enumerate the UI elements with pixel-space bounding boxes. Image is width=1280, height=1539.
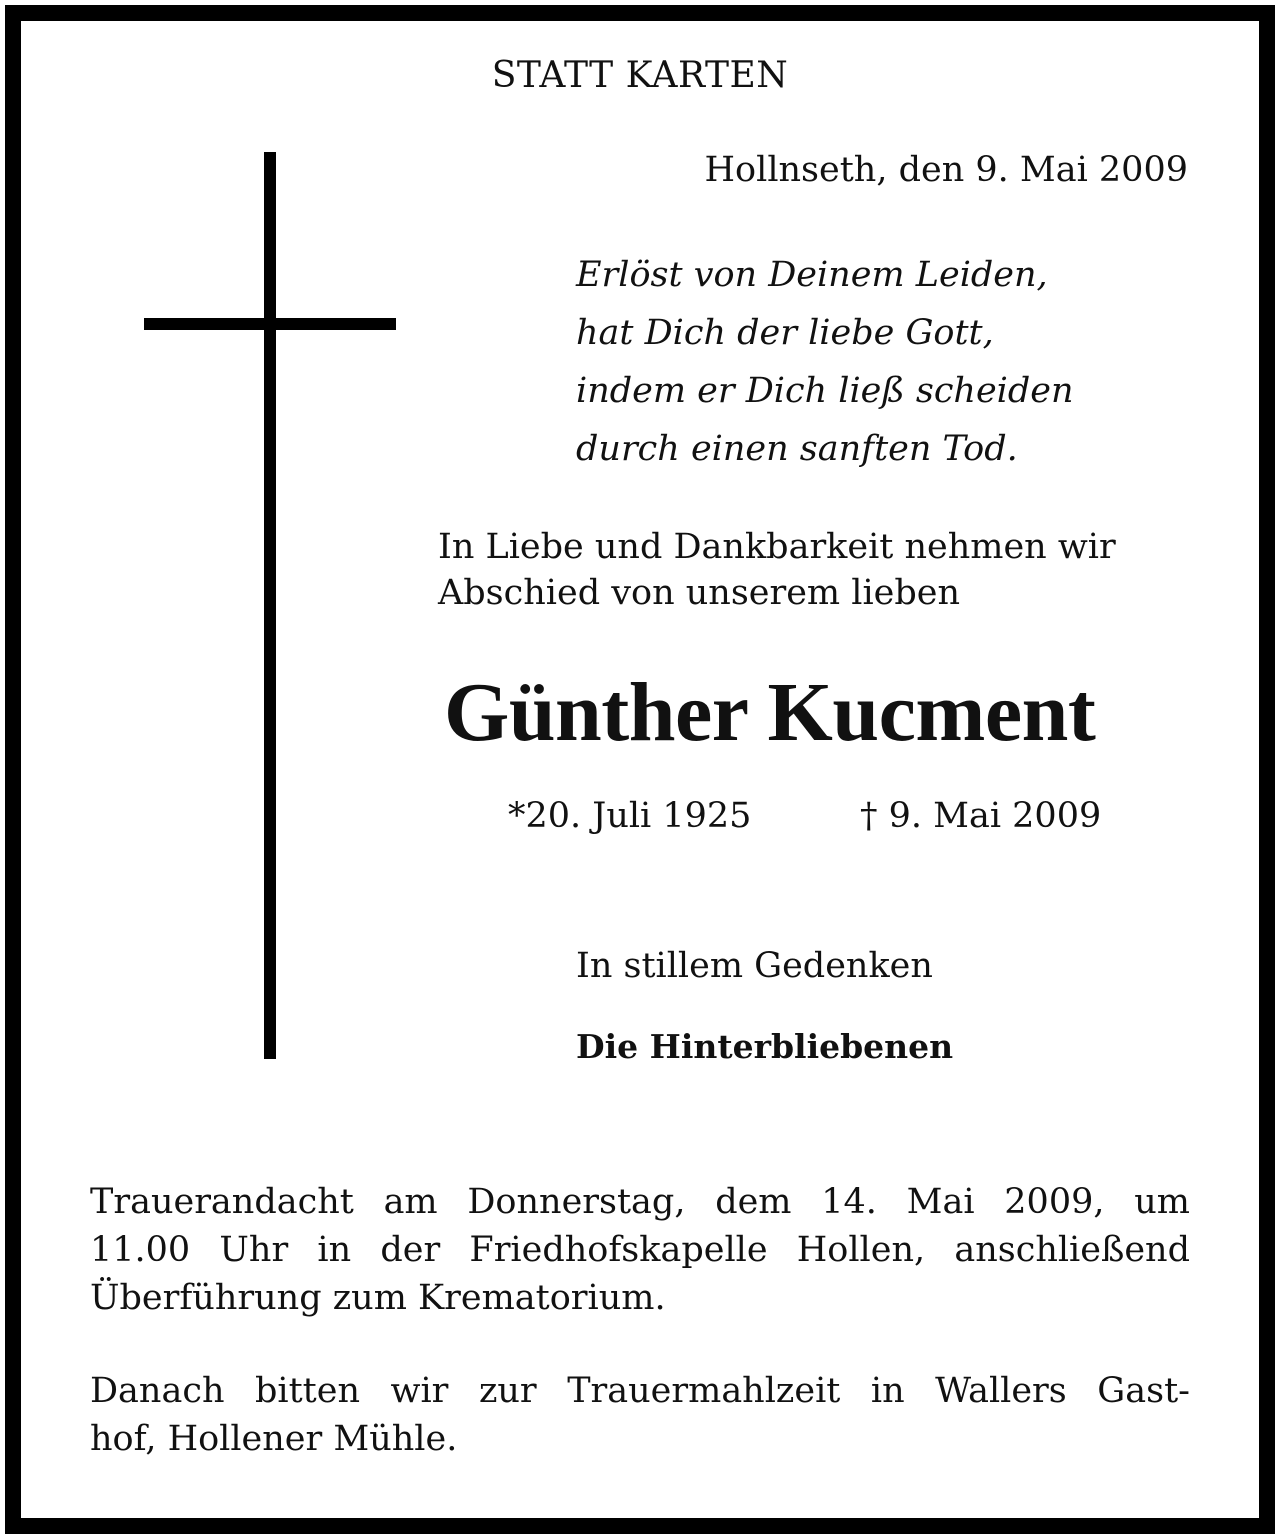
word: Mai	[906, 1182, 975, 1222]
in-memory-line: In stillem Gedenken	[576, 946, 933, 986]
service-line-1	[90, 1178, 1190, 1226]
word: Hollen,	[796, 1230, 926, 1270]
reception-line-2: hof, Hollener Mühle.	[90, 1419, 458, 1459]
death-date: † 9. Mai 2009	[860, 796, 1102, 836]
word: Donnerstag,	[467, 1182, 686, 1222]
word: 11.00	[90, 1230, 191, 1270]
place-date: Hollnseth, den 9. Mai 2009	[704, 150, 1188, 190]
deceased-name: Günther Kucment	[444, 666, 1096, 759]
word: der	[380, 1230, 441, 1270]
word: zur	[478, 1371, 537, 1411]
word: um	[1134, 1182, 1190, 1222]
header-statt-karten: STATT KARTEN	[491, 55, 789, 96]
verse-line: Erlöst von Deinem Leiden,	[576, 255, 1048, 295]
memorial-verse	[576, 246, 1074, 478]
word: am	[383, 1182, 438, 1222]
word: bitten	[255, 1371, 360, 1411]
word: wir	[390, 1371, 449, 1411]
word: dem	[715, 1182, 792, 1222]
reception-info	[90, 1367, 1190, 1463]
service-line-2	[90, 1226, 1190, 1274]
birth-date: *20. Juli 1925	[508, 796, 752, 836]
word: Wallers	[935, 1371, 1067, 1411]
word: Danach	[90, 1371, 225, 1411]
intro-line: Abschied von unserem lieben	[438, 573, 961, 613]
word: Uhr	[219, 1230, 289, 1270]
intro-line: In Liebe und Dankbarkeit nehmen wir	[438, 527, 1116, 567]
farewell-intro	[438, 524, 1116, 616]
reception-line-1	[90, 1367, 1190, 1415]
word: Trauerandacht	[90, 1182, 354, 1222]
word: anschließend	[954, 1230, 1190, 1270]
funeral-service-info	[90, 1178, 1190, 1322]
word: Trauermahlzeit	[567, 1371, 841, 1411]
verse-line: indem er Dich ließ scheiden	[576, 371, 1074, 411]
cross-icon-vertical-bar	[264, 152, 276, 1059]
word: in	[317, 1230, 352, 1270]
word: in	[870, 1371, 905, 1411]
word: 14.	[821, 1182, 877, 1222]
signature-bereaved: Die Hinterbliebenen	[576, 1027, 954, 1066]
service-line-3: Überführung zum Krematorium.	[90, 1278, 666, 1318]
verse-line: durch einen sanften Tod.	[576, 429, 1018, 469]
word: 2009,	[1004, 1182, 1105, 1222]
word: Gast-	[1097, 1371, 1190, 1411]
word: Friedhofskapelle	[469, 1230, 768, 1270]
verse-line: hat Dich der liebe Gott,	[576, 313, 994, 353]
cross-icon-horizontal-bar	[144, 318, 396, 330]
